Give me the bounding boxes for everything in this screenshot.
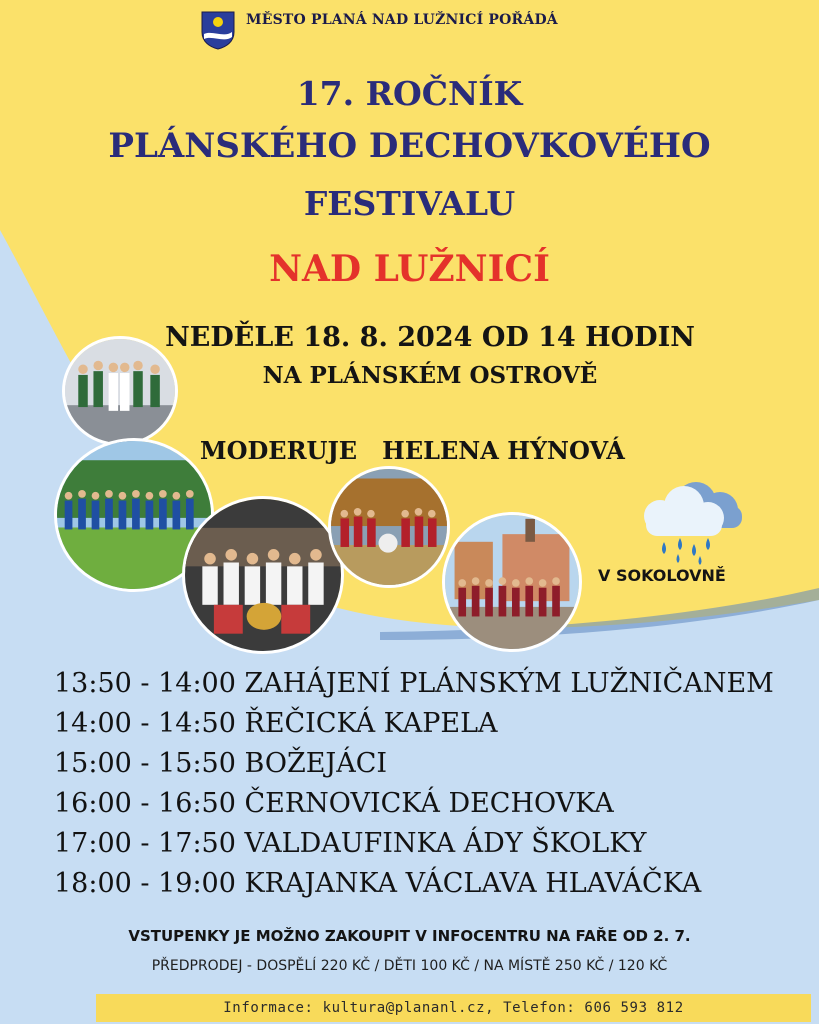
tickets-info: VSTUPENKY JE MOŽNO ZAKOUPIT V INFOCENTRU NA FAŘE OD 2. 7. xyxy=(128,927,691,945)
title-line-1: 17. ROČNÍK xyxy=(296,74,523,113)
band-photo-3 xyxy=(182,496,344,654)
title-line-2: PLÁNSKÉHO DECHOVKOVÉHO xyxy=(108,126,711,166)
ticket-prices: PŘEDPRODEJ - DOSPĚLÍ 220 KČ / DĚTI 100 KČ / NA MÍSTĚ 250 KČ / 120 KČ xyxy=(151,958,668,974)
program-item: 13:50 - 14:00 ZAHÁJENÍ PLÁNSKÝM LUŽNIČANEM xyxy=(54,668,774,699)
program-item: 14:00 - 14:50 ŘEČICKÁ KAPELA xyxy=(54,708,498,739)
rain-venue-note: V SOKOLOVNĚ xyxy=(598,566,726,585)
program-item: 16:00 - 16:50 ČERNOVICKÁ DECHOVKA xyxy=(54,788,614,819)
program-item: 18:00 - 19:00 KRAJANKA VÁCLAVA HLAVÁČKA xyxy=(54,868,702,899)
contact-info-bar: Informace: kultura@plananl.cz, Telefon: 606 593 812 xyxy=(96,994,811,1022)
program-list xyxy=(54,664,774,904)
title-line-3: FESTIVALU xyxy=(303,184,516,223)
band-photo-1 xyxy=(62,336,178,446)
title-line-4: NAD LUŽNICÍ xyxy=(269,248,550,290)
event-host: MODERUJE HELENA HÝNOVÁ xyxy=(200,436,625,465)
city-crest-icon xyxy=(200,10,236,50)
rain-cloud-icon xyxy=(630,476,750,566)
band-photo-5 xyxy=(442,512,582,652)
program-item: 17:00 - 17:50 VALDAUFINKA ÁDY ŠKOLKY xyxy=(54,828,647,859)
band-photo-4 xyxy=(328,466,450,588)
program-item: 15:00 - 15:50 BOŽEJÁCI xyxy=(54,748,388,779)
organizer-line: MĚSTO PLANÁ NAD LUŽNICÍ POŘÁDÁ xyxy=(246,12,558,28)
event-date: NEDĚLE 18. 8. 2024 OD 14 HODIN xyxy=(165,322,695,353)
event-place: NA PLÁNSKÉM OSTROVĚ xyxy=(262,362,598,389)
